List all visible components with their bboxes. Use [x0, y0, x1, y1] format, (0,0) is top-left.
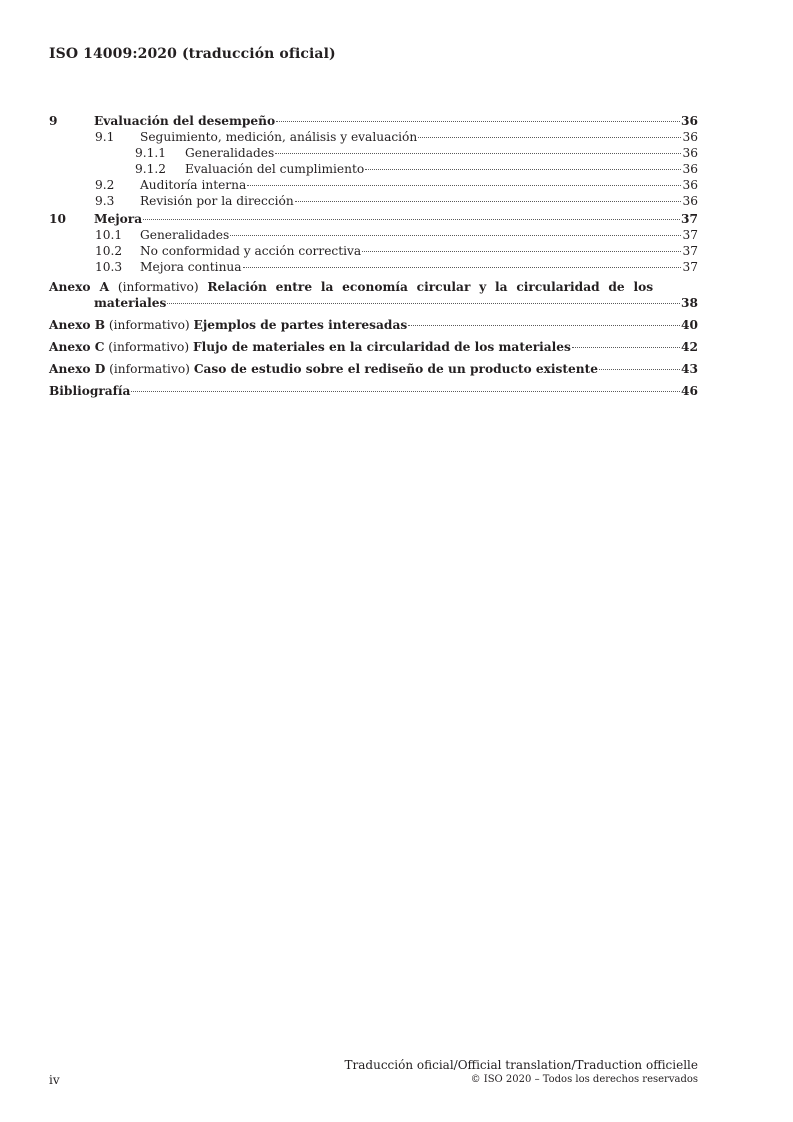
toc-title: Seguimiento, medición, análisis y evaluación [140, 130, 418, 144]
table-of-contents [49, 113, 698, 399]
toc-page: 36 [681, 114, 698, 128]
toc-title: Auditoría interna [140, 178, 247, 192]
toc-page: 46 [681, 384, 698, 398]
toc-title: Revisión por la dirección [140, 194, 294, 208]
dot-leader [143, 219, 680, 220]
footer-translation-note: Traducción oficial/Official translation/Traduction officielle [344, 1058, 698, 1072]
dot-leader [365, 169, 681, 170]
toc-entry-9-2[interactable] [49, 177, 698, 193]
toc-page: 36 [682, 146, 698, 160]
toc-entry-9-1-1[interactable] [49, 145, 698, 161]
dot-leader [131, 391, 680, 392]
annex-title-continued: materiales [94, 296, 167, 310]
dot-leader [243, 267, 682, 268]
toc-entry-9-1-2[interactable] [49, 161, 698, 177]
toc-page: 36 [682, 130, 698, 144]
annex-title-word: de [608, 280, 625, 294]
toc-number: 10.1 [95, 228, 123, 242]
annex-title: Ejemplos de partes interesadas [193, 318, 408, 332]
annex-type: (informativo) [117, 280, 199, 294]
toc-entry-bibliography[interactable] [49, 383, 698, 399]
annex-a-second-line [49, 295, 698, 311]
annex-title: Flujo de materiales en la circularidad de los materiales [192, 340, 571, 354]
page-number: iv [49, 1073, 60, 1087]
dot-leader [599, 369, 680, 370]
toc-entry-10-1[interactable] [49, 227, 698, 243]
toc-entry-annex-a[interactable] [49, 279, 698, 311]
dot-leader [295, 201, 682, 202]
toc-entry-9[interactable] [49, 113, 698, 129]
toc-page: 38 [681, 296, 698, 310]
toc-page: 37 [681, 212, 698, 226]
bibliography-title: Bibliografía [49, 384, 131, 398]
toc-number: 10.2 [95, 244, 123, 258]
toc-page: 37 [682, 260, 698, 274]
toc-number: 10.3 [95, 260, 123, 274]
dot-leader [362, 251, 681, 252]
dot-leader [418, 137, 681, 138]
toc-number: 9.1.1 [135, 146, 167, 160]
toc-entry-10-2[interactable] [49, 243, 698, 259]
document-header: ISO 14009:2020 (traducción oficial) [49, 46, 336, 62]
toc-entry-9-3[interactable] [49, 193, 698, 209]
toc-number: 9.2 [95, 178, 115, 192]
toc-entry-annex-b[interactable] [49, 317, 698, 333]
annex-title-word: los [633, 280, 654, 294]
toc-title: Mejora continua [140, 260, 242, 274]
toc-page: 43 [681, 362, 698, 376]
toc-title: Mejora [94, 212, 143, 226]
annex-title-word: Relación [207, 280, 267, 294]
toc-entry-annex-c[interactable] [49, 339, 698, 355]
annex-title-word: economía [342, 280, 408, 294]
annex-type: (informativo) [109, 362, 190, 376]
toc-page: 40 [681, 318, 698, 332]
annex-title-word: y [479, 280, 487, 294]
annex-title-word: entre [275, 280, 313, 294]
annex-label: Anexo B [49, 318, 106, 332]
toc-title: No conformidad y acción correctiva [140, 244, 362, 258]
annex-a-first-line [49, 279, 653, 295]
dot-leader [572, 347, 680, 348]
toc-entry-annex-d[interactable] [49, 361, 698, 377]
toc-number: 9.1.2 [135, 162, 167, 176]
dot-leader [230, 235, 681, 236]
annex-title-word: la [320, 280, 334, 294]
toc-title: Generalidades [185, 146, 275, 160]
toc-entry-10[interactable] [49, 211, 698, 227]
footer-copyright: © ISO 2020 – Todos los derechos reservados [470, 1074, 698, 1085]
toc-number: 9.3 [95, 194, 115, 208]
toc-number: 9.1 [95, 130, 115, 144]
toc-entry-9-1[interactable] [49, 129, 698, 145]
annex-title-word: circularidad [516, 280, 600, 294]
annex-label: Anexo D [49, 362, 106, 376]
toc-page: 36 [682, 194, 698, 208]
annex-label: Anexo A [49, 280, 110, 294]
toc-page: 37 [682, 228, 698, 242]
toc-title: Generalidades [140, 228, 230, 242]
toc-number: 10 [49, 212, 66, 226]
toc-number: 9 [49, 114, 58, 128]
footer-notice [345, 1058, 698, 1087]
toc-title: Evaluación del desempeño [94, 114, 276, 128]
dot-leader [247, 185, 681, 186]
toc-page: 37 [682, 244, 698, 258]
toc-page: 36 [682, 162, 698, 176]
dot-leader [408, 325, 680, 326]
dot-leader [167, 303, 680, 304]
annex-type: (informativo) [108, 340, 190, 354]
annex-title: Caso de estudio sobre el rediseño de un producto existente [193, 362, 599, 376]
toc-page: 36 [682, 178, 698, 192]
annex-label: Anexo C [49, 340, 105, 354]
dot-leader [275, 153, 681, 154]
dot-leader [276, 121, 680, 122]
toc-title: Evaluación del cumplimiento [185, 162, 365, 176]
annex-title-word: la [495, 280, 508, 294]
annex-type: (informativo) [108, 318, 190, 332]
toc-page: 42 [681, 340, 698, 354]
toc-entry-10-3[interactable] [49, 259, 698, 275]
annex-title-word: circular [416, 280, 471, 294]
